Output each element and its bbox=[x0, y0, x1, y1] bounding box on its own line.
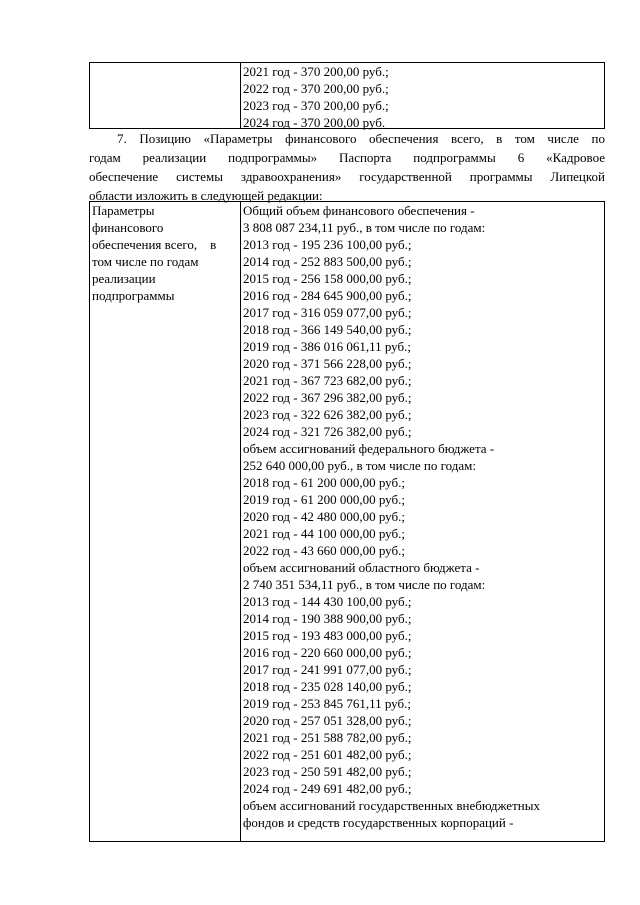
value-line: 3 808 087 234,11 руб., в том числе по годам: bbox=[243, 220, 486, 235]
value-line: 2018 год - 366 149 540,00 руб.; bbox=[243, 322, 412, 337]
value-line: 2015 год - 256 158 000,00 руб.; bbox=[243, 271, 412, 286]
top-table-left-cell bbox=[90, 63, 241, 128]
value-line: 2021 год - 367 723 682,00 руб.; bbox=[243, 373, 412, 388]
amendment-paragraph bbox=[89, 129, 605, 205]
value-line: 2013 год - 144 430 100,00 руб.; bbox=[243, 594, 412, 609]
value-line: объем ассигнований федерального бюджета - bbox=[243, 441, 495, 456]
financing-values-cell bbox=[241, 202, 604, 831]
value-line: 2020 год - 42 480 000,00 руб.; bbox=[243, 509, 405, 524]
value-line: фондов и средств государственных корпораций - bbox=[243, 815, 514, 830]
value-line: 2022 год - 251 601 482,00 руб.; bbox=[243, 747, 412, 762]
label-line: обеспечения всего, в bbox=[92, 237, 217, 252]
paragraph-line: обеспечение системы здравоохранения» государственной программы Липецкой bbox=[89, 169, 605, 184]
value-line: 2015 год - 193 483 000,00 руб.; bbox=[243, 628, 412, 643]
financing-parameters-table bbox=[89, 201, 605, 842]
value-line: 2023 год - 250 591 482,00 руб.; bbox=[243, 764, 412, 779]
value-line: 2017 год - 241 991 077,00 руб.; bbox=[243, 662, 412, 677]
label-line: подпрограммы bbox=[92, 288, 175, 303]
label-line: реализации bbox=[92, 271, 156, 286]
top-table-right-cell bbox=[241, 63, 604, 131]
value-line: Общий объем финансового обеспечения - bbox=[243, 203, 475, 218]
value-line: 2017 год - 316 059 077,00 руб.; bbox=[243, 305, 412, 320]
value-line: 2013 год - 195 236 100,00 руб.; bbox=[243, 237, 412, 252]
value-line: объем ассигнований областного бюджета - bbox=[243, 560, 480, 575]
value-line: 2 740 351 534,11 руб., в том числе по годам: bbox=[243, 577, 486, 592]
label-line: том числе по годам bbox=[92, 254, 199, 269]
parameters-label-cell bbox=[90, 202, 241, 841]
label-line: Параметры bbox=[92, 203, 155, 218]
label-line: финансового bbox=[92, 220, 164, 235]
value-line: 2024 год - 249 691 482,00 руб.; bbox=[243, 781, 412, 796]
top-table-line: 2022 год - 370 200,00 руб.; bbox=[243, 81, 389, 96]
value-line: объем ассигнований государственных внебюджетных bbox=[243, 798, 540, 813]
value-line: 2018 год - 235 028 140,00 руб.; bbox=[243, 679, 412, 694]
value-line: 2019 год - 386 016 061,11 руб.; bbox=[243, 339, 411, 354]
value-line: 2021 год - 251 588 782,00 руб.; bbox=[243, 730, 412, 745]
value-line: 2019 год - 253 845 761,11 руб.; bbox=[243, 696, 411, 711]
value-line: 2021 год - 44 100 000,00 руб.; bbox=[243, 526, 405, 541]
top-table-line: 2023 год - 370 200,00 руб.; bbox=[243, 98, 389, 113]
paragraph-line: 7. Позицию «Параметры финансового обеспечения всего, в том числе по bbox=[117, 131, 605, 146]
paragraph-line: годам реализации подпрограммы» Паспорта подпрограммы 6 «Кадровое bbox=[89, 150, 605, 165]
value-line: 2023 год - 322 626 382,00 руб.; bbox=[243, 407, 412, 422]
top-table-fragment bbox=[89, 62, 605, 129]
paragraph-line: области изложить в следующей редакции: bbox=[89, 188, 323, 203]
value-line: 2024 год - 321 726 382,00 руб.; bbox=[243, 424, 412, 439]
value-line: 2020 год - 371 566 228,00 руб.; bbox=[243, 356, 412, 371]
top-table-line: 2024 год - 370 200,00 руб. bbox=[243, 115, 386, 130]
value-line: 2016 год - 220 660 000,00 руб.; bbox=[243, 645, 412, 660]
value-line: 2022 год - 43 660 000,00 руб.; bbox=[243, 543, 405, 558]
value-line: 2014 год - 252 883 500,00 руб.; bbox=[243, 254, 412, 269]
value-line: 2020 год - 257 051 328,00 руб.; bbox=[243, 713, 412, 728]
value-line: 2018 год - 61 200 000,00 руб.; bbox=[243, 475, 405, 490]
value-line: 252 640 000,00 руб., в том числе по годам: bbox=[243, 458, 476, 473]
value-line: 2019 год - 61 200 000,00 руб.; bbox=[243, 492, 405, 507]
value-line: 2016 год - 284 645 900,00 руб.; bbox=[243, 288, 412, 303]
value-line: 2022 год - 367 296 382,00 руб.; bbox=[243, 390, 412, 405]
value-line: 2014 год - 190 388 900,00 руб.; bbox=[243, 611, 412, 626]
top-table-line: 2021 год - 370 200,00 руб.; bbox=[243, 64, 389, 79]
